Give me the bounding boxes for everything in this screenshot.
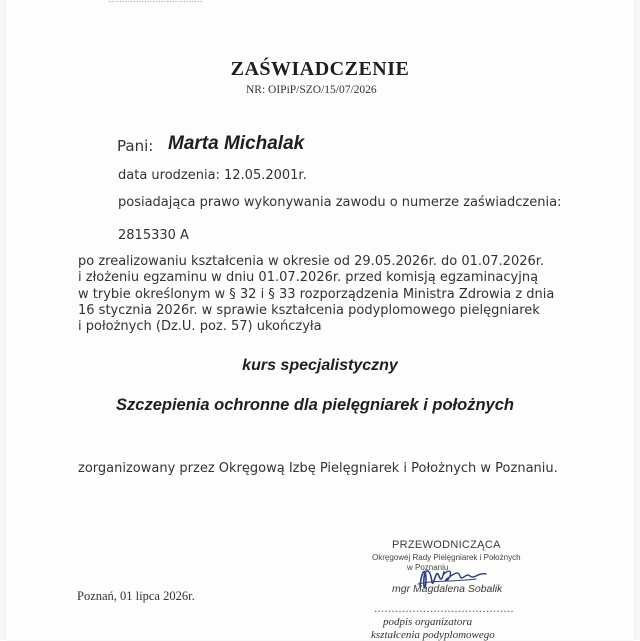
top-cut-text bbox=[108, 0, 202, 5]
signature-caption-line2: kształcenia podyplomowego bbox=[371, 629, 495, 641]
signature-role: PRZEWODNICZĄCA bbox=[392, 539, 501, 551]
completion-paragraph bbox=[78, 254, 554, 335]
course-type: kurs specjalistyczny bbox=[242, 357, 398, 374]
paragraph-line: w trybie określonym w § 32 i § 33 rozporządzenia Ministra Zdrowia z dnia bbox=[78, 286, 555, 302]
pani-label: Pani: bbox=[117, 137, 154, 155]
signature-dots: ........................................ bbox=[374, 601, 514, 615]
course-name: Szczepienia ochronne dla pielęgniarek i położnych bbox=[116, 396, 514, 414]
signature-caption: podpis organizatora bbox=[383, 616, 473, 628]
document-title: ZAŚWIADCZENIE bbox=[230, 58, 410, 80]
signature-org-city: w Poznaniu bbox=[407, 563, 449, 572]
recipient-name: Marta Michalak bbox=[168, 133, 305, 154]
license-rights-text: posiadająca prawo wykonywania zawodu o numerze zaświadczenia: bbox=[118, 195, 562, 210]
signature-org-line: Okręgowej Rady Pielęgniarek i Położnych bbox=[372, 553, 521, 562]
paragraph-line: i położnych (Dz.U. poz. 57) ukończyła bbox=[78, 319, 322, 335]
license-number: 2815330 A bbox=[118, 228, 189, 243]
birth-date-value: 12.05.2001r. bbox=[224, 168, 307, 183]
signature-name: mgr Magdalena Sobalik bbox=[392, 583, 503, 595]
paragraph-line: i złożeniu egzaminu w dniu 01.07.2026r. przed komisją egzaminacyjną bbox=[78, 270, 539, 286]
document-number: NR: OIPiP/SZO/15/07/2026 bbox=[246, 84, 377, 96]
paragraph-line: po zrealizowaniu kształcenia w okresie od 29.05.2026r. do 01.07.2026r. bbox=[78, 254, 545, 269]
birth-date-label: data urodzenia: bbox=[118, 168, 220, 183]
organizer-text: zorganizowany przez Okręgową Izbę Pielęgniarek i Położnych w Poznaniu. bbox=[78, 461, 558, 476]
place-date: Poznań, 01 lipca 2026r. bbox=[77, 589, 195, 603]
paragraph-line: 16 stycznia 2026r. w sprawie kształcenia podyplomowego pielęgniarek bbox=[78, 302, 540, 318]
